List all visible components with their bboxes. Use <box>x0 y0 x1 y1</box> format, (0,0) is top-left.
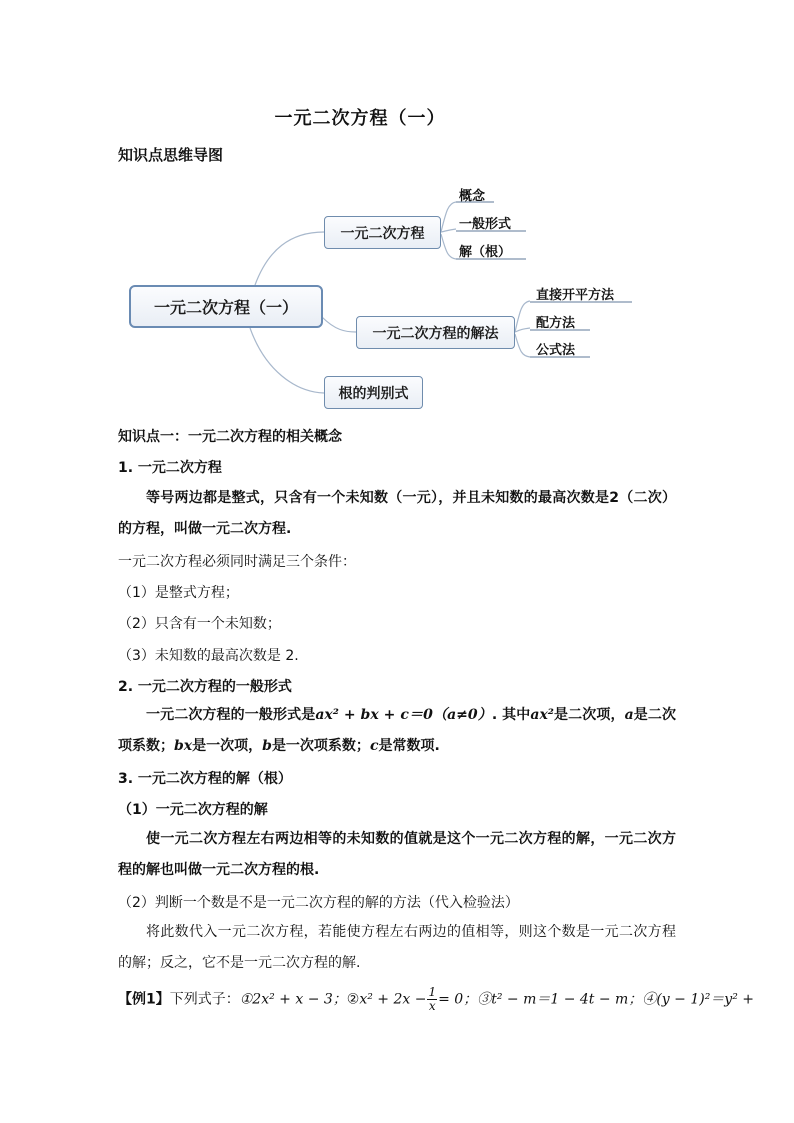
example1-expr-4: ④(y − 1)²＝y² + <box>642 991 755 1008</box>
connector-root-branch2 <box>322 317 356 332</box>
connector-leaf-formula <box>515 334 530 357</box>
mindmap-branch-discriminant: 根的判别式 <box>324 376 423 409</box>
section2-general-form-text: 一元二次方程的一般形式是ax² + bx + c＝0（a≠0）. 其中ax²是二次项，a是二次项系数；bx是一次项，b是一次项系数；c是常数项. <box>118 707 677 754</box>
mindmap-root-node: 一元二次方程（一） <box>129 285 323 328</box>
condition-3: （3）未知数的最高次数是 2. <box>118 648 299 664</box>
mindmap-leaf-concept: 概念 <box>459 189 486 204</box>
connector-root-branch1 <box>255 232 324 285</box>
section1-definition: 等号两边都是整式，只含有一个未知数（一元），并且未知数的最高次数是2（二次）的方程，叫做一元二次方程. <box>118 490 676 537</box>
mindmap-branch-quadratic-equation: 一元二次方程 <box>324 216 441 249</box>
example1-expr-3: ③t² − m＝1 − 4t − m； <box>477 991 643 1008</box>
connector-leaf-root <box>441 234 456 259</box>
section2-heading: 2. 一元二次方程的一般形式 <box>118 679 292 695</box>
example1: 【例1】下列式子：①2x² + x − 3；②x² + 2x − $\frac{1}{x}$ = 0；③t² − m＝1 − 4t − m；④(y − 1)²＝y² + <box>118 985 755 1013</box>
page-title: 一元二次方程（一） <box>274 108 446 129</box>
example1-expr-2: x² + 2x − <box>359 991 427 1008</box>
section3-heading: 3. 一元二次方程的解（根） <box>118 771 292 787</box>
kp1-heading: 知识点一：一元二次方程的相关概念 <box>118 429 342 445</box>
connector-root-branch3 <box>250 328 324 393</box>
condition-2: （2）只含有一个未知数； <box>118 616 281 632</box>
mindmap-leaf-general-form: 一般形式 <box>459 217 512 232</box>
general-form-formula: ax² + bx + c＝0（a≠0） <box>315 707 492 723</box>
example1-label: 【例1】 <box>118 991 170 1008</box>
mindmap-leaf-solution: 解（根） <box>459 245 512 260</box>
connector-leaf-concept <box>441 202 456 232</box>
section3-sub2-heading: （2）判断一个数是不是一元二次方程的解的方法（代入检验法） <box>118 895 519 911</box>
mindmap-heading: 知识点思维导图 <box>118 146 224 164</box>
connector-leaf-general <box>441 229 456 232</box>
section3-sub1-heading: （1）一元二次方程的解 <box>118 802 268 818</box>
section3-sub2-text: 将此数代入一元二次方程，若能使方程左右两边的值相等，则这个数是一元二次方程的解；反之，它不是一元二次方程的解. <box>118 924 676 971</box>
mindmap-leaf-square-root-method: 直接开平方法 <box>536 288 615 303</box>
mindmap-leaf-completing-square: 配方法 <box>536 316 576 331</box>
section1-conditions-intro: 一元二次方程必须同时满足三个条件： <box>118 554 356 570</box>
section3-sub1-text: 使一元二次方程左右两边相等的未知数的值就是这个一元二次方程的解，一元二次方程的解也叫做一元二次方程的根. <box>118 831 676 878</box>
connector-leaf-sqrt <box>515 301 530 332</box>
mind-map-connectors <box>0 0 794 420</box>
example1-expr-1: ①2x² + x − 3； <box>239 991 347 1008</box>
connector-leaf-complete <box>515 328 530 332</box>
condition-1: （1）是整式方程； <box>118 585 239 601</box>
section1-heading: 1. 一元二次方程 <box>118 460 222 476</box>
mindmap-branch-solving-methods: 一元二次方程的解法 <box>356 316 515 349</box>
mind-map <box>0 0 794 420</box>
fraction-one-over-x: $\frac{1}{x}$ <box>428 985 437 1013</box>
mindmap-leaf-formula-method: 公式法 <box>536 343 576 358</box>
